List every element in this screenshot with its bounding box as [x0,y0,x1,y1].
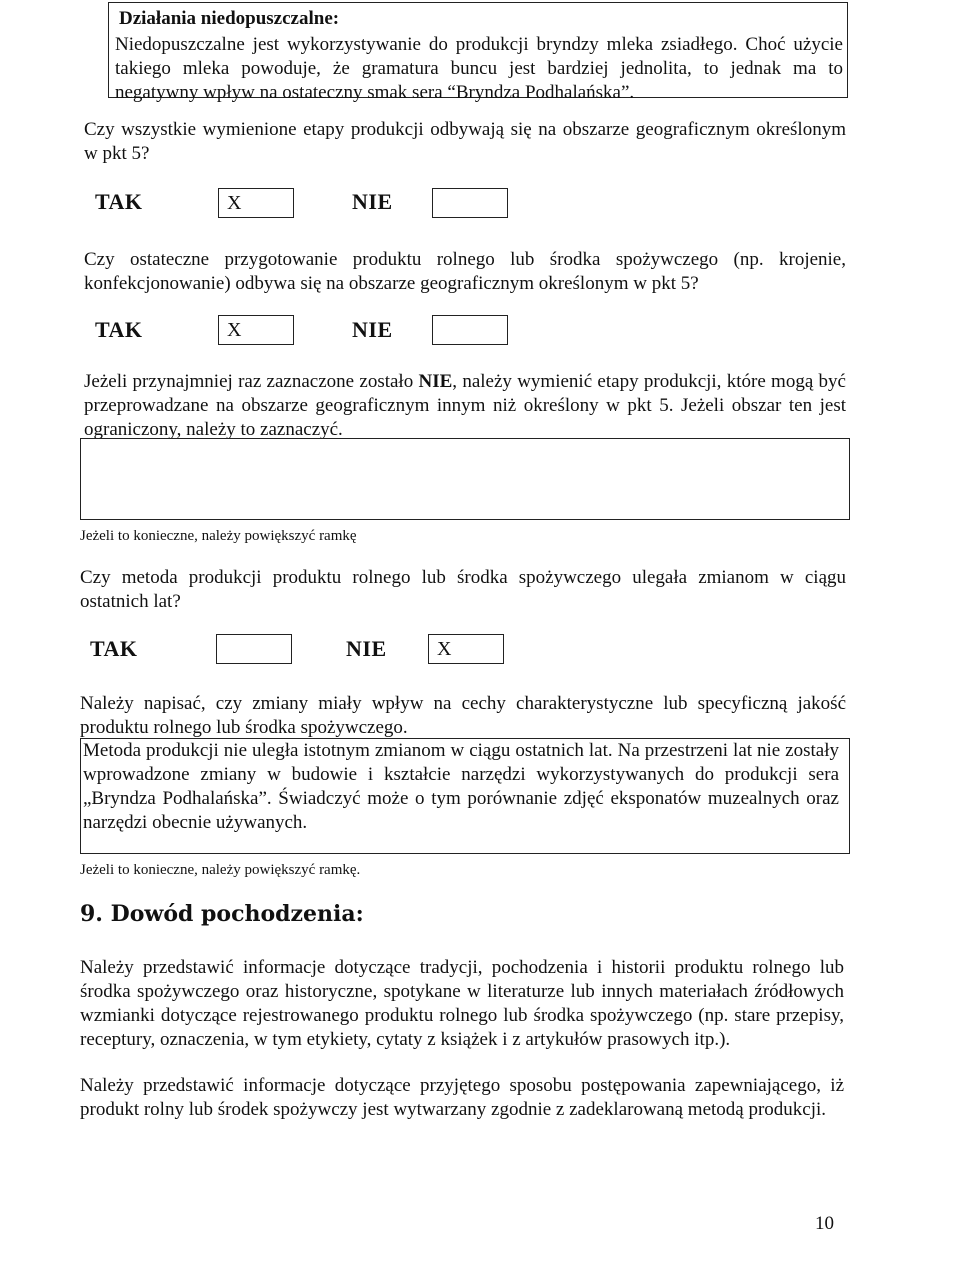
question-3-text: Czy metoda produkcji produktu rolnego lub środka spożywczego ulegała zmianom w ciągu ostatnich lat? [80,567,846,612]
q2-no-checkbox[interactable] [432,315,508,345]
changes-answer-box[interactable] [80,738,850,854]
page-number: 10 [815,1213,834,1234]
followup-emph-nie: NIE [418,371,453,392]
question-2-text: Czy ostateczne przygotowanie produktu rolnego lub środka spożywczego (np. krojenie, konfekcjonowanie) odbywa się na obszarze geograficznym określonym w pkt 5? [84,249,846,294]
q2-yes-checkbox[interactable]: X [218,315,294,345]
q3-no-checkbox[interactable]: X [428,634,504,664]
q1-no-label: NIE [352,189,393,214]
other-area-answer-box[interactable] [80,438,850,520]
q3-yes-checkbox[interactable] [216,634,292,664]
forbidden-actions-text: Niedopuszczalne jest wykorzystywanie do produkcji bryndzy mleka zsiadłego. Choć użycie takiego mleka powoduje, że gramatura buncu jest bardziej jednolita, to jednak ma to negatywny wpływ na ostateczny smak sera “Bryndza Podhalańska”. [115,34,843,103]
followup-text-after: , należy wymienić etapy produkcji, które mogą być przeprowadzane na obszarze geograficznym innym niż określony w pkt 5. Jeżeli obszar ten jest ograniczony, należy to zaznaczyć. [84,371,846,440]
changes-answer-text: Metoda produkcji nie uległa istotnym zmianom w ciągu ostatnich lat. Na przestrzeni lat nie zostały wprowadzone zmiany w budowie i kształcie narzędzi wykorzystywanych do produkcji sera „Bryndza Podhalańska”. Świadczyć może o tym porównanie zdjęć eksponatów muzealnych oraz narzędzi obecnie używanych. [83,740,839,833]
enlarge-box-note-2: Jeżeli to konieczne, należy powiększyć ramkę. [80,862,361,878]
q1-yes-label: TAK [95,189,143,214]
section-9-paragraph-2: Należy przedstawić informacje dotyczące przyjętego sposobu postępowania zapewniającego, iż produkt rolny lub środek spożywczy jest wytwarzany zgodnie z zadeklarowaną metodą produkcji. [80,1075,844,1120]
q2-no-label: NIE [352,317,393,342]
enlarge-box-note-1: Jeżeli to konieczne, należy powiększyć ramkę [80,528,357,544]
forbidden-actions-box [108,2,848,103]
followup-text-before: Jeżeli przynajmniej raz zaznaczone zostało [84,371,419,392]
q2-yes-label: TAK [95,317,143,342]
q3-no-label: NIE [346,636,387,661]
question-2-followup-text [84,370,846,442]
q3-yes-label: TAK [90,636,138,661]
question-1-text: Czy wszystkie wymienione etapy produkcji odbywają się na obszarze geograficznym określonym w pkt 5? [84,119,846,164]
section-9-paragraph-1: Należy przedstawić informacje dotyczące tradycji, pochodzenia i historii produktu rolnego lub środka spożywczego oraz historyczne, spotykane w literaturze lub innych materiałach źródłowych wzmianki dotyczące rejestrowanego produktu rolnego lub środka spożywczego (np. stare przepisy, receptury, oznaczenia, w tym etykiety, cytaty z książek i z artykułów prasowych itp.). [80,957,844,1050]
q1-yes-checkbox[interactable]: X [218,188,294,218]
forbidden-actions-heading: Działania niedopuszczalne: [119,8,340,29]
question-3-followup-text: Należy napisać, czy zmiany miały wpływ na cechy charakterystyczne lub specyficzną jakość produktu rolnego lub środka spożywczego. [80,693,846,738]
section-9-heading: 9. Dowód pochodzenia: [80,901,364,927]
q1-no-checkbox[interactable] [432,188,508,218]
